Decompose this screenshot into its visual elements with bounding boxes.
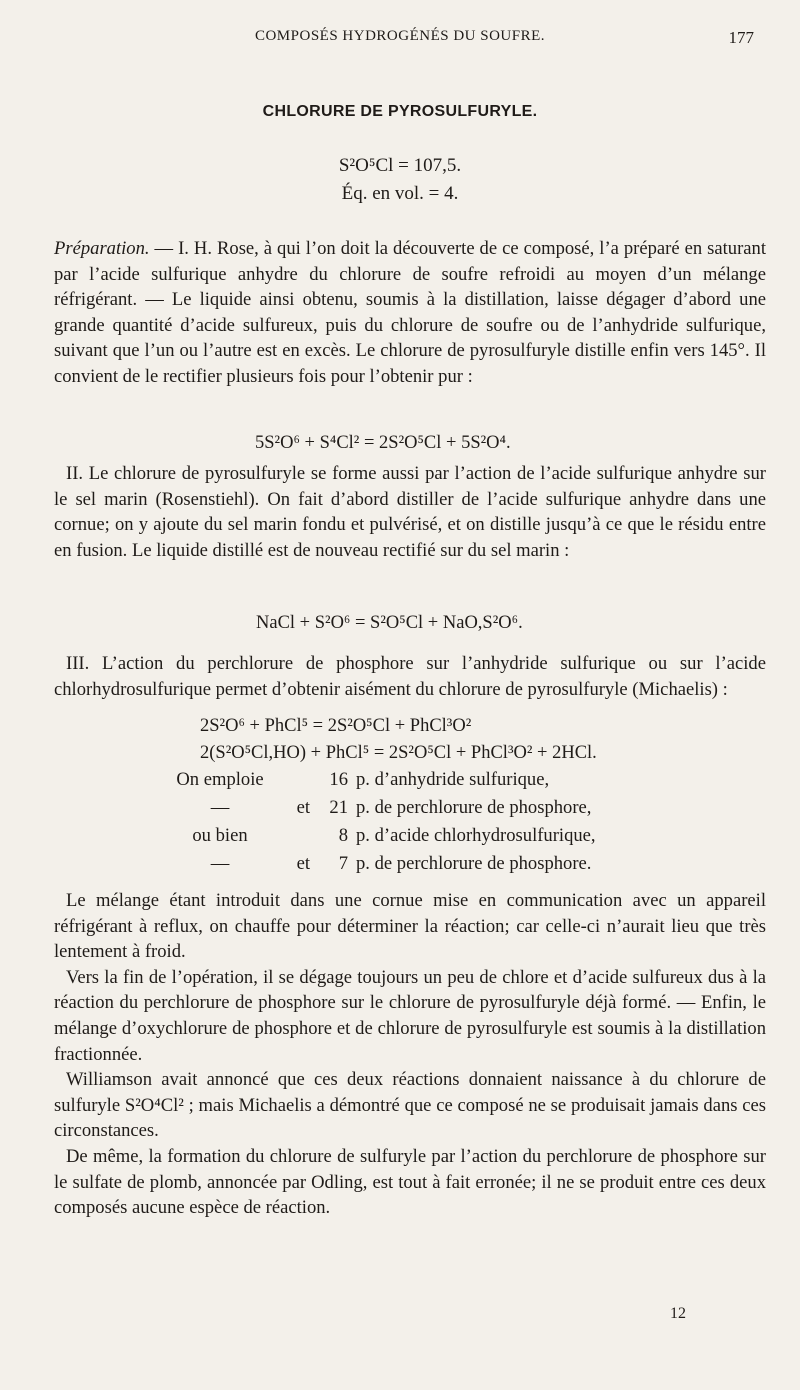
proportion-lead: ou bien xyxy=(192,825,248,846)
preparation-3-text: III. L’action du perchlorure de phosphore sur l’anhydride sulfurique ou sur l’acide chlorhydrosulfurique permet d’obtenir aisément du chlorure de pyrosulfuryle (Michaelis) : xyxy=(54,653,766,700)
proportion-conj: et xyxy=(296,797,310,818)
running-head xyxy=(0,28,800,52)
equation-2: NaCl + S²O⁶ = S²O⁵Cl + NaO,S²O⁶. xyxy=(256,613,523,633)
equation-3a: 2S²O⁶ + PhCl⁵ = 2S²O⁵Cl + PhCl³O² xyxy=(200,716,472,736)
signature-mark: 12 xyxy=(670,1305,686,1322)
preparation-text: — I. H. Rose, à qui l’on doit la découverte de ce composé, l’a préparé en saturant par l’acide sulfurique anhydre du chlorure de soufre refroidi au moyen d’un mélange réfrigérant. — Le liquide ainsi obtenu, soumis à la distillation, laisse dégager d’abord une grande quantité d’acide sulfureux, puis du chlorure de soufre ou de l’anhydride sulfurique, suivant que l’un ou l’autre est en excès. Le chlorure de pyrosulfuryle distille enfin vers 145°. Il convient de le rectifier plusieurs fois pour l’obtenir pur : xyxy=(54,238,766,387)
proportion-qty: 21 xyxy=(329,797,348,818)
paragraph-preparation-1 xyxy=(54,236,766,390)
preparation-label: Préparation. xyxy=(54,238,150,259)
proportion-desc: p. d’anhydride sulfurique, xyxy=(356,769,550,790)
proportion-qty: 8 xyxy=(338,825,348,846)
section-title: CHLORURE DE PYROSULFURYLE. xyxy=(262,103,538,120)
preparation-2-text: II. Le chlorure de pyrosulfuryle se forme aussi par l’action de l’acide sulfurique anhydre sur le sel marin (Rosenstiehl). On fait d’abord distiller de l’acide sulfurique anhydre dans une cornue; on y ajoute du sel marin fondu et pulvérisé, et on distille jusqu’à ce que le résidu entre en fusion. Le liquide distillé est de nouveau rectifié sur du sel marin : xyxy=(54,463,766,561)
running-head-title: COMPOSÉS HYDROGÉNÉS DU SOUFRE. xyxy=(254,28,546,44)
paragraph-preparation-3 xyxy=(54,651,766,702)
proportion-qty: 7 xyxy=(338,853,348,874)
proportion-lead: — xyxy=(210,853,230,874)
proportion-conj: et xyxy=(296,853,310,874)
paragraph-odling: De même, la formation du chlorure de sulfuryle par l’action du perchlorure de phosphore sur le sulfate de plomb, annoncée par Odling, est tout à fait erronée; il ne se produit entre ces deux composés aucune espèce de réaction. xyxy=(54,1145,766,1219)
paragraph-preparation-2 xyxy=(54,461,766,563)
proportion-desc: p. de perchlorure de phosphore, xyxy=(356,797,592,818)
formula-weight: S²O⁵Cl = 107,5. xyxy=(338,155,462,176)
page-number: 177 xyxy=(728,28,754,47)
equation-3b: 2(S²O⁵Cl,HO) + PhCl⁵ = 2S²O⁵Cl + PhCl³O² + 2HCl. xyxy=(200,743,597,763)
paragraph-end-of-operation: Vers la fin de l’opération, il se dégage toujours un peu de chlore et d’acide sulfureux dus à la réaction du perchlorure de phosphore sur le chlorure de pyrosulfuryle déjà formé. — Enfin, le mélange d’oxychlorure de phosphore et de chlorure de pyrosulfuryle est soumis à la distillation fractionnée. xyxy=(54,966,766,1065)
body-text xyxy=(54,888,766,1221)
formula-volume: Éq. en vol. = 4. xyxy=(341,183,459,204)
paragraph-reflux: Le mélange étant introduit dans une cornue mise en communication avec un appareil réfrigérant à reflux, on chauffe pour déterminer la réaction; car celle-ci n’aurait lieu que très lentement à froid. xyxy=(54,890,766,963)
paragraph-williamson: Williamson avait annoncé que ces deux réactions donnaient naissance à du chlorure de sulfuryle S²O⁴Cl² ; mais Michaelis a démontré que ce composé ne se produisait jamais dans ces circonstances. xyxy=(54,1069,766,1142)
proportion-desc: p. d’acide chlorhydrosulfurique, xyxy=(356,825,596,846)
proportion-qty: 16 xyxy=(329,769,348,790)
equation-1: 5S²O⁶ + S⁴Cl² = 2S²O⁵Cl + 5S²O⁴. xyxy=(255,433,511,453)
proportion-desc: p. de perchlorure de phosphore. xyxy=(356,853,592,874)
proportion-lead: — xyxy=(210,797,230,818)
proportion-lead: On emploie xyxy=(176,769,264,790)
